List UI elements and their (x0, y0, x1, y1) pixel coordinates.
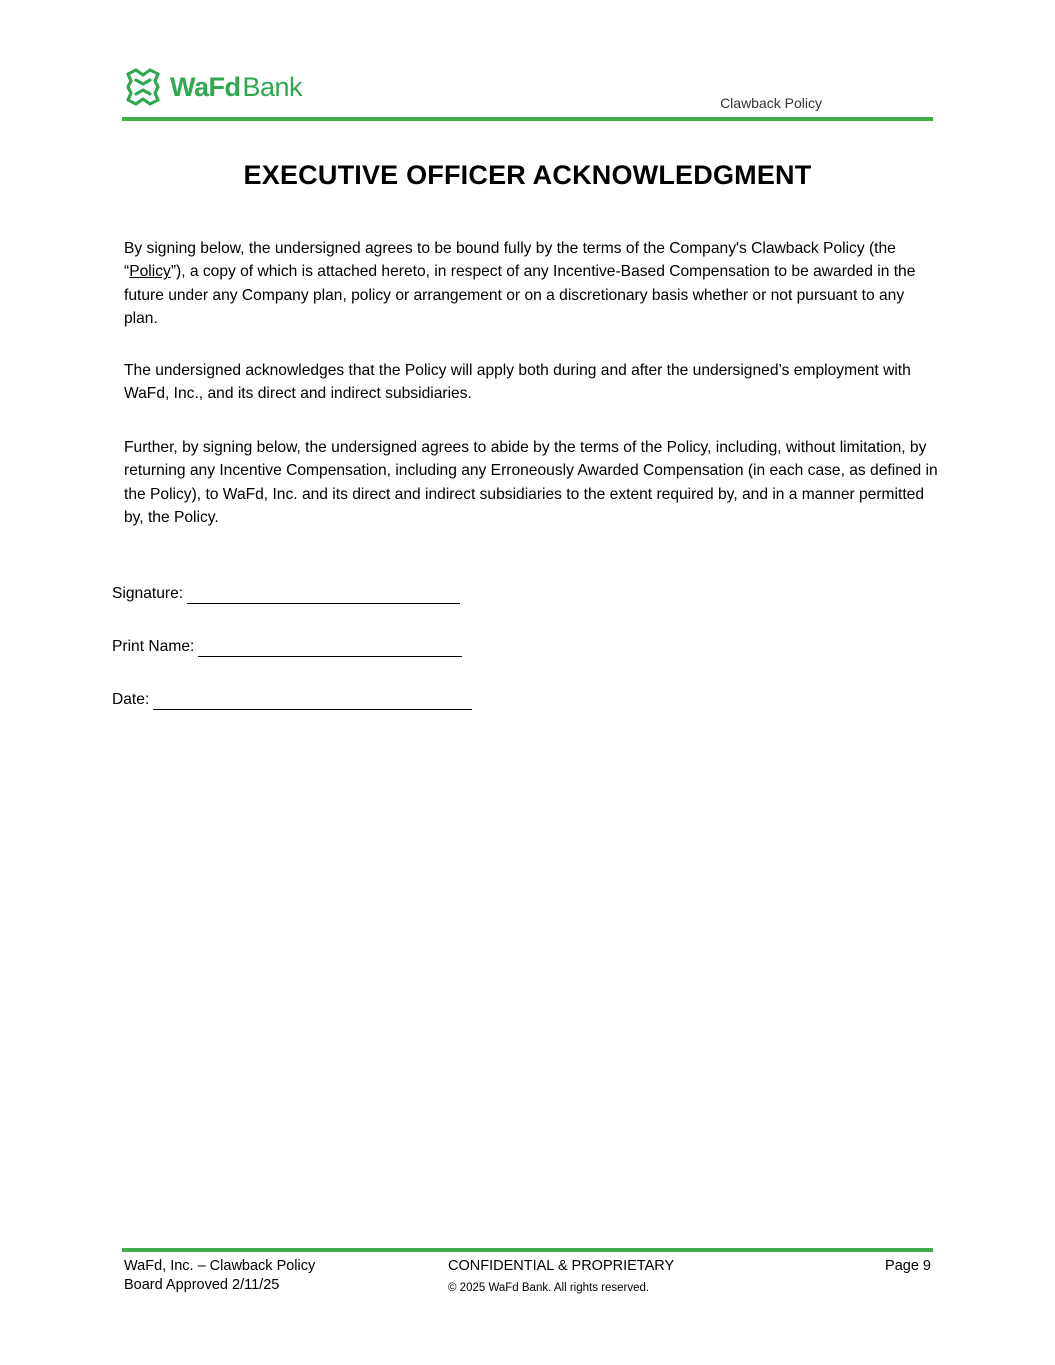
paragraph-agreement-end: ”), a copy of which is attached hereto, in respect of any Incentive-Based Compensation to be awarded in the future under any Company plan, policy or arrangement or on a discretionary basis whether or not pursuant to any plan. (124, 263, 916, 328)
policy-defined-term: Policy (129, 263, 171, 281)
wafd-bank-logo (122, 66, 302, 108)
footer-approval-date: Board Approved 2/11/25 (124, 1277, 280, 1293)
logo-wafd-text: WaFd (170, 71, 241, 102)
signature-field (112, 584, 460, 604)
date-line (153, 693, 472, 710)
footer-policy-name: WaFd, Inc. – Clawback Policy (124, 1258, 316, 1274)
footer-copyright: © 2025 WaFd Bank. All rights reserved. (448, 1282, 650, 1294)
signature-line (187, 587, 460, 604)
footer-rule (122, 1248, 933, 1252)
print-name-field (112, 637, 462, 657)
date-field (112, 690, 472, 710)
paragraph-further-terms: Further, by signing below, the undersigned agrees to abide by the terms of the Policy, including, without limitation, by returning any Incentive Compensation, including any Erroneously Awarded Compensation (in each case, as defined in the Policy), to WaFd, Inc. and its direct and indirect subsidiaries to the extent required by, and in a manner permitted by, the Policy. (124, 439, 938, 527)
date-label: Date: (112, 691, 150, 708)
footer-center (448, 1257, 674, 1295)
signature-label: Signature: (112, 585, 184, 602)
page-title: EXECUTIVE OFFICER ACKNOWLEDGMENT (243, 160, 812, 190)
header-rule (122, 117, 933, 121)
paragraph-agreement (124, 237, 939, 331)
header-document-name: Clawback Policy (720, 95, 822, 111)
print-name-label: Print Name: (112, 638, 195, 655)
print-name-line (198, 640, 462, 657)
footer-confidential: CONFIDENTIAL & PROPRIETARY (448, 1258, 675, 1274)
footer-left (124, 1257, 315, 1295)
logo-bank-text: Bank (242, 71, 303, 102)
paragraph-agreement-start: By signing below, the undersigned agrees to be bound fully by the terms of the Company's Clawback Policy (the “ (124, 240, 896, 281)
paragraph-acknowledgment: The undersigned acknowledges that the Policy will apply both during and after the undersigned’s employment with WaFd, Inc., and its direct and indirect subsidiaries. (124, 362, 911, 403)
wafd-emblem-icon (122, 66, 164, 108)
page-number: Page 9 (885, 1258, 931, 1274)
